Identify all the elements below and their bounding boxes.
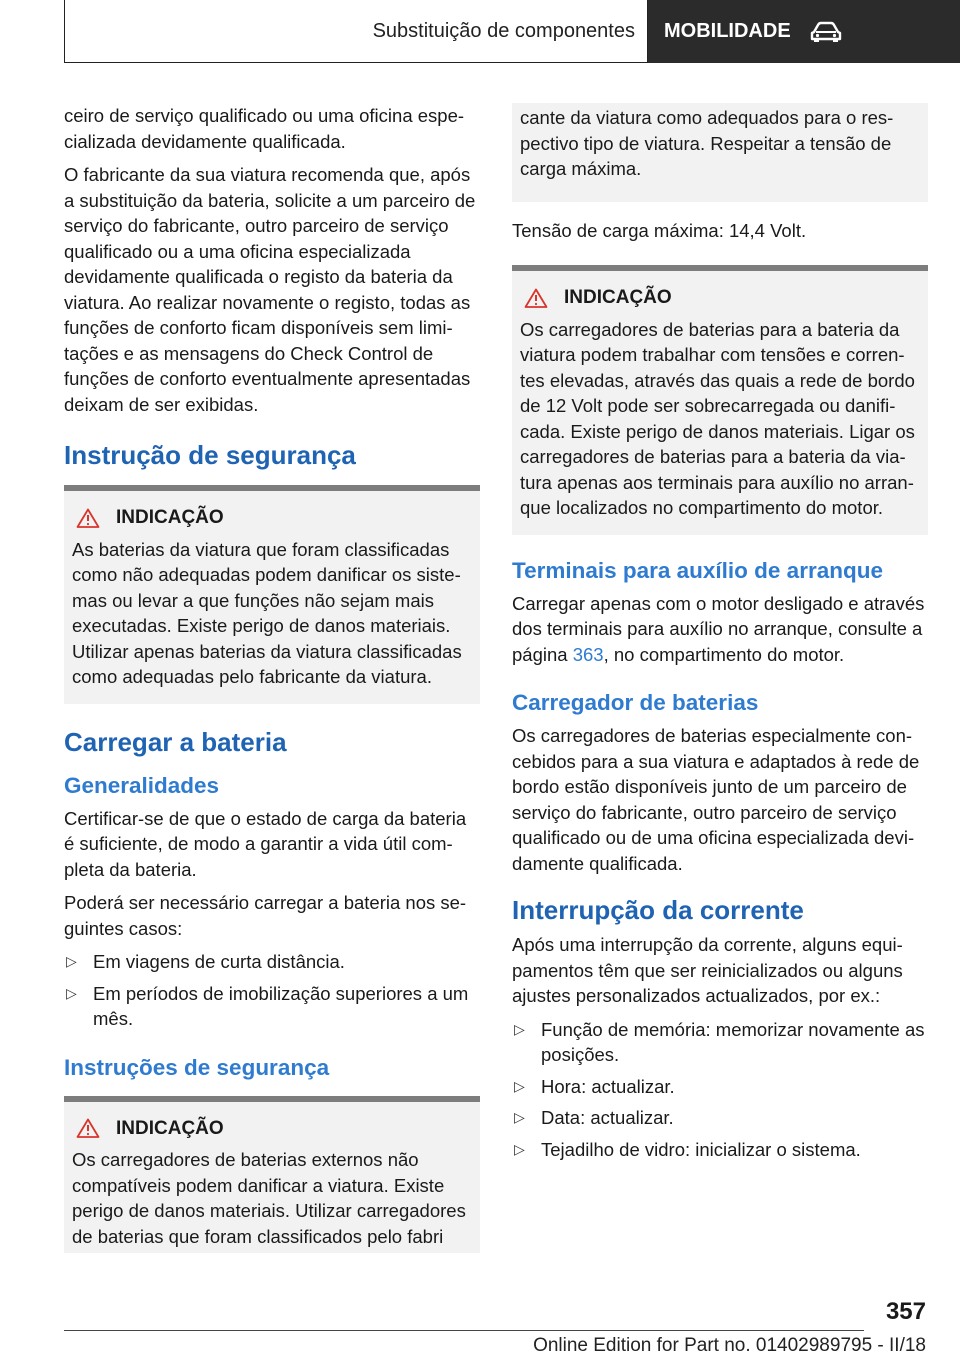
- triangle-marker-icon: ▷: [514, 1109, 525, 1125]
- bullet-list: [64, 949, 480, 1032]
- paragraph: Poderá ser necessário carregar a bateria nos seguintes casos:: [64, 892, 467, 939]
- paragraph: O fabricante da sua viatura recomenda que, após a substituição da bateria, solicite a um parceiro de serviço do fabricante, outro parceiro de serviço qualificado ou a uma oficina especializada devidamente qualificada o registo da bateria da viatura. Ao realizar novamente o registo, todas as funções de conforto ficam disponíveis sem limitações e as mensagens do Check Control de funções de conforto eventualmente apresentadas deixam de ser exibidas.: [64, 164, 476, 415]
- note-text: As baterias da viatura que foram classificadas como não adequadas podem danificar os sistemas ou levar a que funções não sejam mais executadas. Existe perigo de danos materiais. Utilizar apenas baterias da viatura classificadas como adequadas pelo fabricante da viatura.: [72, 538, 462, 687]
- warning-note-continued: [512, 103, 928, 202]
- paragraph: Tensão de carga máxima: 14,4 Volt.: [512, 219, 807, 241]
- chapter-title: MOBILIDADE: [664, 20, 791, 42]
- list-item: ▷ Em períodos de imobilização superiores a um mês.: [66, 982, 469, 1029]
- heading-power-interruption: Interrupção da corrente: [512, 895, 804, 925]
- warning-note: [512, 265, 928, 535]
- paragraph: Os carregadores de baterias especialmente concebidos para a sua viatura e adaptados à rede de bordo estão disponíveis junto de um parceiro de serviço do fabricante, outro parceiro de serviço qualificado ou de uma oficina especializada devidamente qualificada.: [512, 725, 920, 874]
- warning-triangle-icon: [524, 288, 548, 308]
- triangle-marker-icon: ▷: [66, 984, 77, 1001]
- footer-divider: [64, 1330, 864, 1331]
- note-title: [520, 285, 920, 311]
- note-text: Os carregadores de baterias para a bateria da viatura podem trabalhar com tensões e correntes elevadas, através das quais a rede de bordo de 12 Volt pode ser sobrecarregada ou danificada. Existe perigo de danos materiais. Ligar os carregadores de baterias para a bateria da viatura apenas aos terminais para auxílio no arranque localizados no compartimento do motor.: [520, 318, 915, 518]
- footer-edition: Online Edition for Part no. 01402989795 - II/18: [533, 1335, 926, 1356]
- section-title: Substituição de componentes: [64, 0, 648, 63]
- paragraph: Carregar apenas com o motor desligado e através dos terminais para auxílio no arranque, consulte a página 363, no compartimento do motor.: [512, 592, 925, 665]
- right-column: [512, 103, 928, 1170]
- list-item: ▷ Data: actualizar.: [512, 1105, 928, 1131]
- note-title: [72, 505, 472, 531]
- note-text: Os carregadores de baterias externos não compatíveis podem danificar a viatura. Existe perigo de danos materiais. Utilizar carregadores de baterias que foram classificados pelo fabri: [72, 1149, 466, 1247]
- list-item: ▷ Função de memória: memorizar novamente as posições.: [514, 1018, 925, 1065]
- page-number: 357: [885, 1298, 926, 1325]
- heading-battery-charger: Carregador de baterias: [512, 690, 759, 715]
- triangle-marker-icon: ▷: [514, 1140, 525, 1157]
- car-icon: [809, 21, 843, 43]
- note-title: [72, 1116, 472, 1142]
- heading-general: Generalidades: [64, 772, 220, 798]
- warning-triangle-icon: [76, 508, 100, 528]
- page-reference-link[interactable]: 363: [572, 643, 604, 665]
- heading-jump-start-terminals: Terminais para auxílio de arranque: [512, 557, 883, 583]
- triangle-marker-icon: ▷: [514, 1077, 525, 1094]
- triangle-marker-icon: ▷: [66, 953, 77, 969]
- page-header: [64, 0, 960, 64]
- bullet-list: [512, 1017, 928, 1163]
- note-title-text: INDICAÇÃO: [116, 507, 224, 528]
- note-title-text: INDICAÇÃO: [116, 1117, 224, 1139]
- paragraph: Certificar-se de que o estado de carga da bateria é suficiente, de modo a garantir a vida útil completa da bateria.: [64, 807, 467, 880]
- left-column: [64, 103, 480, 1253]
- warning-note: [64, 485, 480, 704]
- list-item: ▷ Tejadilho de vidro: inicializar o sistema.: [512, 1137, 928, 1163]
- paragraph: Após uma interrupção da corrente, alguns equipamentos têm que ser reinicializados ou alguns ajustes personalizados actualizados, por ex.:: [512, 934, 903, 1006]
- list-item: ▷ Hora: actualizar.: [512, 1074, 928, 1100]
- chapter-tab: [648, 0, 960, 63]
- warning-note: [64, 1096, 480, 1254]
- heading-safety-instruction: Instrução de segurança: [64, 440, 356, 470]
- note-title-text: INDICAÇÃO: [564, 287, 672, 308]
- note-text: cante da viatura como adequados para o respectivo tipo de viatura. Respeitar a tensão de carga máxima.: [520, 107, 894, 179]
- heading-safety-instructions: Instruções de segurança: [64, 1054, 330, 1080]
- heading-charge-battery: Carregar a bateria: [64, 726, 287, 757]
- paragraph: ceiro de serviço qualificado ou uma oficina especializada devidamente qualificada.: [64, 105, 465, 152]
- list-item: ▷ Em viagens de curta distância.: [64, 949, 480, 975]
- triangle-marker-icon: ▷: [514, 1020, 525, 1037]
- warning-triangle-icon: [76, 1118, 100, 1138]
